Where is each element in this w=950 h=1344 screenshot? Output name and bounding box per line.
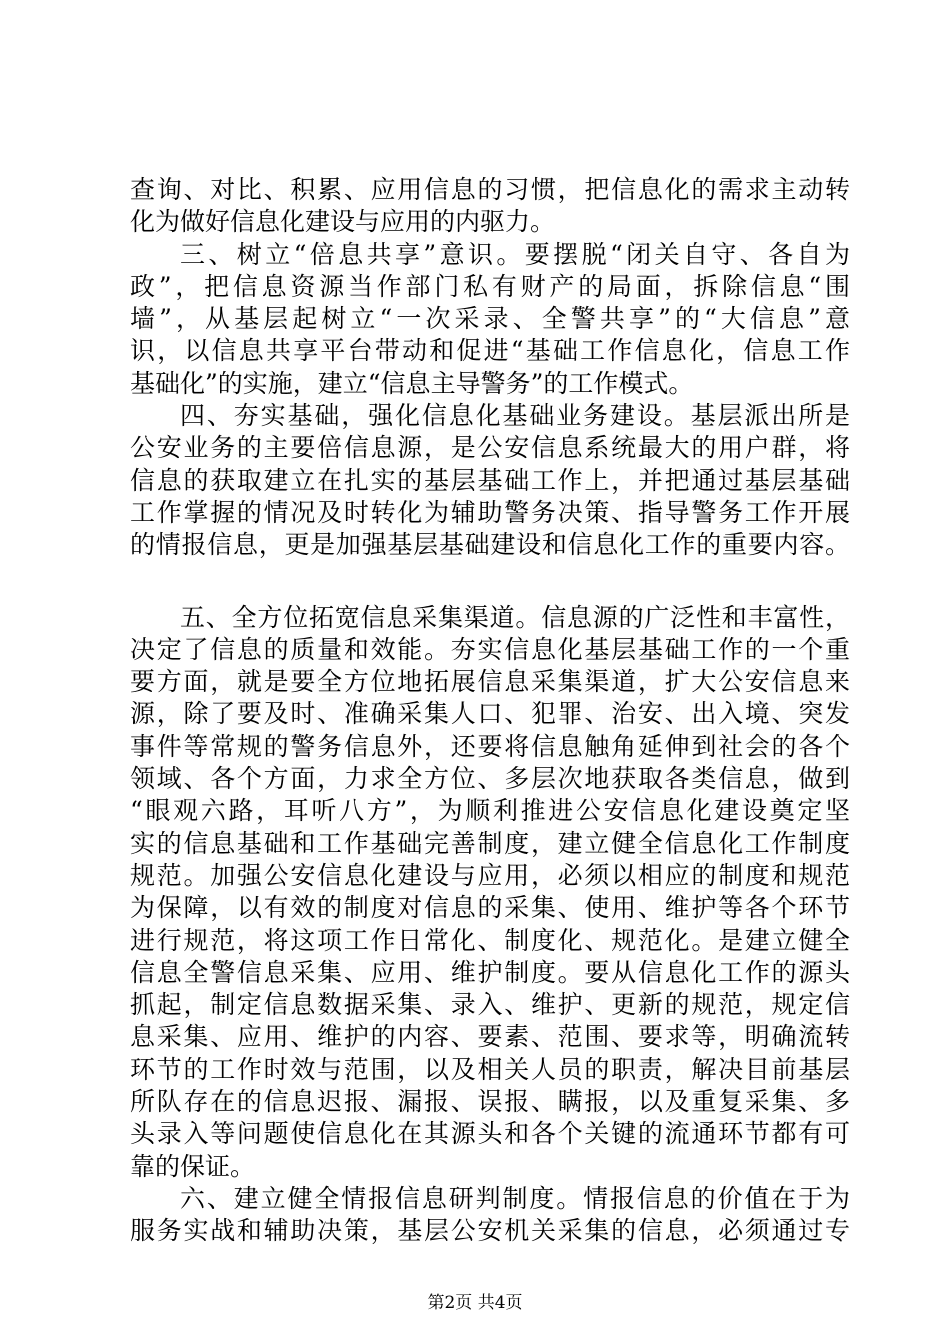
text-line: 决定了信息的质量和效能。夯实信息化基层基础工作的一个重 <box>130 634 850 664</box>
text-line: “眼观六路，耳听八方”，为顺利推进公安信息化建设奠定坚 <box>130 796 850 826</box>
text-line: 为保障，以有效的制度对信息的采集、使用、维护等各个环节 <box>130 893 850 923</box>
text-line: 五、全方位拓宽信息采集渠道。信息源的广泛性和丰富性， <box>180 602 850 632</box>
text-line: 服务实战和辅助决策，基层公安机关采集的信息，必须通过专 <box>130 1216 850 1246</box>
text-line: 头录入等问题使信息化在其源头和各个关键的流通环节都有可 <box>130 1119 850 1149</box>
text-line: 领域、各个方面，力求全方位、多层次地获取各类信息，做到 <box>130 764 850 794</box>
text-line: 规范。加强公安信息化建设与应用，必须以相应的制度和规范 <box>130 860 850 890</box>
text-line: 信息的获取建立在扎实的基层基础工作上，并把通过基层基础 <box>130 465 850 495</box>
text-line: 工作掌握的情况及时转化为辅助警务决策、指导警务工作开展 <box>130 497 850 527</box>
text-line: 公安业务的主要倍信息源，是公安信息系统最大的用户群，将 <box>130 433 850 463</box>
text-line: 的情报信息，更是加强基层基础建设和信息化工作的重要内容。 <box>130 530 850 560</box>
text-line: 所队存在的信息迟报、漏报、误报、瞒报，以及重复采集、多 <box>130 1087 850 1117</box>
text-line: 进行规范，将这项工作日常化、制度化、规范化。是建立健全 <box>130 925 850 955</box>
text-line: 化为做好信息化建设与应用的内驱力。 <box>130 207 556 237</box>
text-line: 信息全警信息采集、应用、维护制度。要从信息化工作的源头 <box>130 957 850 987</box>
text-line: 靠的保证。 <box>130 1151 256 1181</box>
text-line: 要方面，就是要全方位地拓展信息采集渠道，扩大公安信息来 <box>130 667 850 697</box>
text-line: 实的信息基础和工作基础完善制度，建立健全信息化工作制度 <box>130 828 850 858</box>
text-line: 查询、对比、积累、应用信息的习惯，把信息化的需求主动转 <box>130 175 850 204</box>
document-body <box>130 174 850 1248</box>
text-line: 政”，把信息资源当作部门私有财产的局面，拆除信息“围 <box>130 271 850 301</box>
text-line: 环节的工作时效与范围，以及相关人员的职责，解决目前基层 <box>130 1054 850 1084</box>
text-line: 六、建立健全情报信息研判制度。情报信息的价值在于为 <box>180 1183 850 1213</box>
paragraph-gap <box>130 562 850 602</box>
text-line: 墙”，从基层起树立“一次采录、全警共享”的“大信息”意 <box>130 304 850 334</box>
page-footer: 第2页 共4页 <box>427 1293 523 1313</box>
text-line: 事件等常规的警务信息外，还要将信息触角延伸到社会的各个 <box>130 731 850 761</box>
text-line: 基础化”的实施，建立“信息主导警务”的工作模式。 <box>130 368 694 398</box>
text-line: 抓起，制定信息数据采集、录入、维护、更新的规范，规定信 <box>130 990 850 1020</box>
text-line: 四、夯实基础，强化信息化基础业务建设。基层派出所是 <box>180 401 850 431</box>
text-line: 三、树立“倍息共享”意识。要摆脱“闭关自守、各自为 <box>180 239 850 269</box>
text-line: 识，以信息共享平台带动和促进“基础工作信息化，信息工作 <box>130 336 850 366</box>
text-line: 源，除了要及时、准确采集人口、犯罪、治安、出入境、突发 <box>130 699 850 729</box>
text-line: 息采集、应用、维护的内容、要素、范围、要求等，明确流转 <box>130 1022 850 1052</box>
